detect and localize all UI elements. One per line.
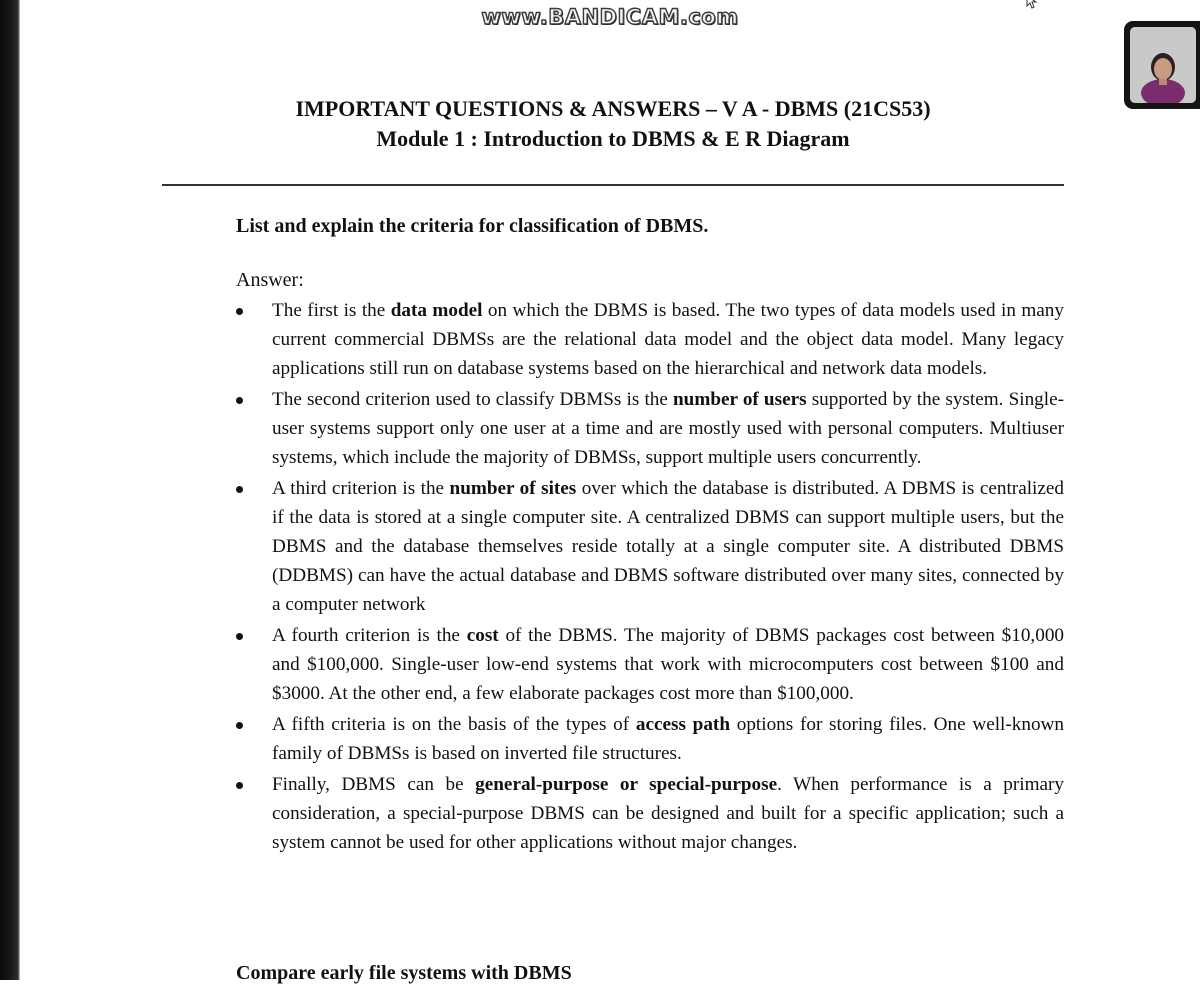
answer-keyword: data model <box>390 300 483 321</box>
answer-keyword: number of users <box>673 389 807 410</box>
answer-text: A third criterion is the <box>272 478 450 499</box>
next-question-heading: Compare early file systems with DBMS <box>236 962 572 984</box>
answer-text: A fourth criterion is the <box>272 625 467 646</box>
answer-item <box>236 621 1064 708</box>
answer-keyword: number of sites <box>449 478 577 499</box>
webcam-overlay <box>1124 21 1200 109</box>
horizontal-divider <box>162 184 1064 186</box>
answer-text: A fifth criteria is on the basis of the types of <box>272 714 636 735</box>
answer-text: The second criterion used to classify DBMSs is the <box>272 389 674 410</box>
answer-keyword: cost <box>466 625 499 646</box>
bullet-icon <box>236 782 243 789</box>
answer-item <box>236 710 1064 768</box>
answer-text: options for storing files. One well-known family of DBMSs is based on inverted file structures. <box>272 714 1064 764</box>
person-avatar-icon <box>1130 27 1196 103</box>
answer-text: supported by the system. Single-user systems support only one user at a time and are mostly used with personal computers. Multiuser systems, which include the majority of DBMSs, support multiple users concurrently. <box>272 389 1065 468</box>
answer-text: Finally, DBMS can be <box>272 774 476 795</box>
answer-keyword: access path <box>635 714 730 735</box>
document-subtitle: Module 1 : Introduction to DBMS & E R Diagram <box>376 126 850 151</box>
bullet-icon <box>236 722 243 729</box>
bullet-icon <box>236 486 243 493</box>
bullet-icon <box>236 397 243 404</box>
answer-text: . When performance is a primary consideration, a special-purpose DBMS can be designed and built for a specific application; such a system cannot be used for other applications without major changes. <box>272 774 1065 853</box>
answer-label: Answer: <box>236 269 304 291</box>
answer-list <box>236 296 1064 859</box>
document-title: IMPORTANT QUESTIONS & ANSWERS – V A - DBMS (21CS53) <box>295 96 931 121</box>
answer-text: of the DBMS. The majority of DBMS packages cost between $10,000 and $100,000. Single-user low-end systems that work with microcomputers cost between $100 and $3000. At the other end, a few elaborate packages cost more than $100,000. <box>272 625 1065 704</box>
bullet-icon <box>236 308 243 315</box>
window-left-edge <box>0 0 20 980</box>
webcam-feed <box>1130 27 1196 103</box>
bandicam-watermark: www.BANDICAM.com <box>481 5 739 29</box>
answer-item <box>236 474 1064 619</box>
answer-item <box>236 385 1064 472</box>
answer-text: over which the database is distributed. A DBMS is centralized if the data is stored at a single computer site. A centralized DBMS can support multiple users, but the DBMS and the database themselves reside totally at a single computer site. A distributed DBMS (DDBMS) can have the actual database and DBMS software distributed over many sites, connected by a computer network <box>272 478 1065 615</box>
question-heading: List and explain the criteria for classification of DBMS. <box>236 215 709 237</box>
bullet-icon <box>236 633 243 640</box>
answer-keyword: general-purpose or special-purpose <box>475 774 778 795</box>
answer-text: on which the DBMS is based. The two types of data models used in many current commercial DBMSs are the relational data model and the object data model. Many legacy applications still run on database systems based on the hierarchical and network data models. <box>272 300 1064 379</box>
mouse-cursor-icon <box>1025 0 1041 10</box>
answer-item <box>236 770 1064 857</box>
answer-text: The first is the <box>272 300 391 321</box>
answer-item <box>236 296 1064 383</box>
